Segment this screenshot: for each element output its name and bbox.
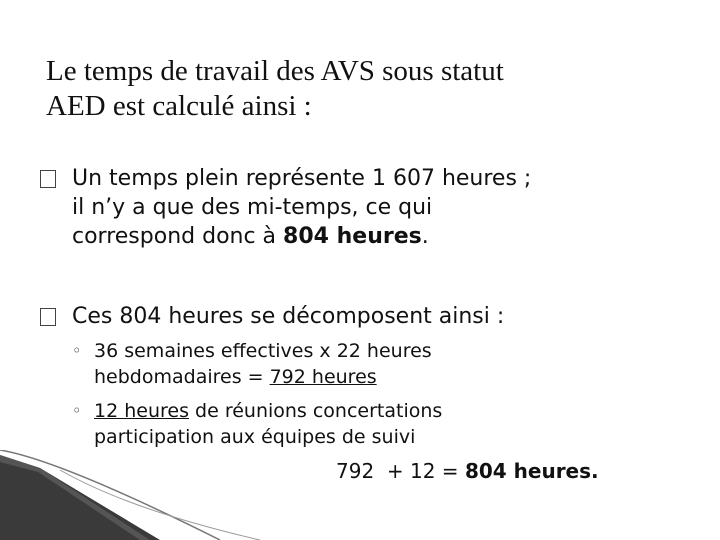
bullet-1-period: .: [421, 224, 429, 249]
bullet-breakdown: [40, 302, 680, 331]
decorative-swoosh: [0, 450, 720, 540]
sub-2-line-1-text: de réunions concertations: [188, 400, 443, 422]
sub-1-line-2: [72, 364, 672, 390]
circle-bullet-icon: ◦: [72, 341, 82, 360]
bullet-1-line-2: il n’y a que des mi-temps, ce qui: [72, 195, 433, 220]
title-line-1: Le temps de travail des AVS sous statut: [46, 55, 504, 87]
sub-1-line-1: 36 semaines effectives x 22 heures: [94, 340, 432, 362]
total-result: 804 heures.: [464, 459, 599, 483]
bullet-1-hours-bold: 804 heures: [283, 224, 422, 249]
bullet-1-line-1: Un temps plein représente 1 607 heures ;: [72, 166, 532, 191]
bullet-1-line-3-text: correspond donc à: [72, 224, 284, 249]
slide-title: [46, 54, 666, 124]
bullet-1-line-3: [40, 222, 680, 251]
total-sum: 792 + 12 =: [336, 459, 465, 483]
square-bullet-icon: [40, 170, 56, 188]
sub-bullet-weeks: [72, 338, 672, 390]
bullet-full-time: [40, 164, 680, 251]
circle-bullet-icon: ◦: [72, 401, 82, 420]
title-line-2: AED est calculé ainsi :: [46, 90, 312, 122]
sub-2-line-2: participation aux équipes de suivi: [94, 426, 416, 448]
sub-bullet-meetings: [72, 398, 672, 450]
sub-1-line-2-text: hebdomadaires =: [94, 366, 270, 388]
square-bullet-icon: [40, 308, 56, 326]
bullet-2-line-1: Ces 804 heures se décomposent ainsi :: [72, 304, 505, 329]
sub-2-hours-underlined: 12 heures: [94, 400, 189, 422]
sub-1-hours-underlined: 792 heures: [269, 366, 377, 388]
sub-2-line-1: [72, 398, 672, 424]
